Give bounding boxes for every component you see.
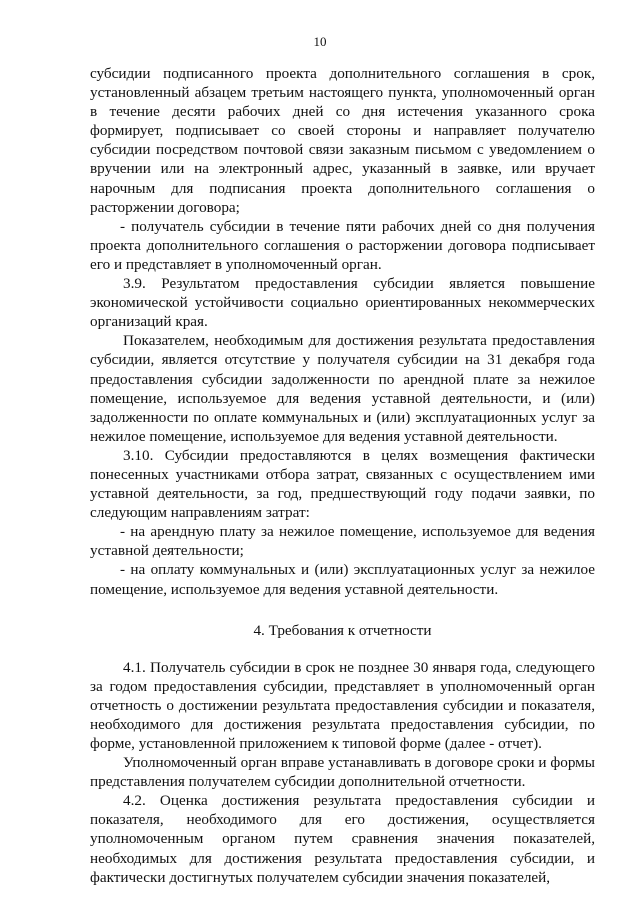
page-number: 10: [313, 34, 327, 49]
paragraph-indicator: Показателем, необходимым для достижения результата предоставления субсидии, является отсутствие у получателя субсидии на 31 декабря года предоставления субсидии задолженности по арендной плате за нежилое помещение, используемое для ведения уставной деятельности, и (или) задолженности по оплате коммунальных и (или) эксплуатационных услуг за нежилое помещение, используемое для ведения уставной деятельности.: [90, 332, 595, 445]
list-item-utilities: - на оплату коммунальных и (или) эксплуатационных услуг за нежилое помещение, используемое для ведения уставной деятельности.: [90, 561, 595, 598]
paragraph-4-2-assessment: 4.2. Оценка достижения результата предоставления субсидии и показателя, необходимого для его достижения, осуществляется уполномоченным органом путем сравнения значения показателей, необходимых для достижения результата предоставления субсидии, и фактически достигнутых получателем субсидии значения показателей,: [90, 792, 595, 886]
list-item-rent: - на арендную плату за нежилое помещение, используемое для ведения уставной деятельности;: [90, 523, 595, 560]
paragraph-additional-reporting: Уполномоченный орган вправе устанавливать в договоре сроки и формы представления получателем субсидии дополнительной отчетности.: [90, 754, 595, 791]
section-heading-reporting: 4. Требования к отчетности: [253, 621, 432, 639]
paragraph-contract-termination: субсидии подписанного проекта дополнительного соглашения в срок, установленный абзацем третьим настоящего пункта, уполномоченный орган в течение десяти рабочих дней со дня истечения указанного срока формирует, подписывает со своей стороны и направляет получателю субсидии посредством почтовой связи заказным письмом с уведомлением о вручении или на электронный адрес, указанный в заявке, или вручает нарочным для подписания проекта дополнительного соглашения о расторжении договора;: [90, 65, 595, 216]
document-body: [90, 64, 595, 887]
paragraph-3-9-result: 3.9. Результатом предоставления субсидии является повышение экономической устойчивости социально ориентированных некоммерческих организаций края.: [90, 275, 595, 331]
list-item-signing-deadline: - получатель субсидии в течение пяти рабочих дней со дня получения проекта дополнительного соглашения о расторжении договора подписывает его и представляет в уполномоченный орган.: [90, 217, 595, 273]
paragraph-3-10-purposes: 3.10. Субсидии предоставляются в целях возмещения фактически понесенных участниками отбора затрат, связанных с осуществлением ими уставной деятельности, за год, предшествующий году подачи заявки, по следующим направлениям затрат:: [90, 446, 595, 522]
paragraph-4-1-report-deadline: 4.1. Получатель субсидии в срок не позднее 30 января года, следующего за годом предоставления субсидии, представляет в уполномоченный орган отчетность о достижении результата предоставления субсидии и показателя, необходимого для достижения результата предоставления субсидии, по форме, установленной приложением к типовой форме (далее - отчет).: [90, 658, 595, 752]
